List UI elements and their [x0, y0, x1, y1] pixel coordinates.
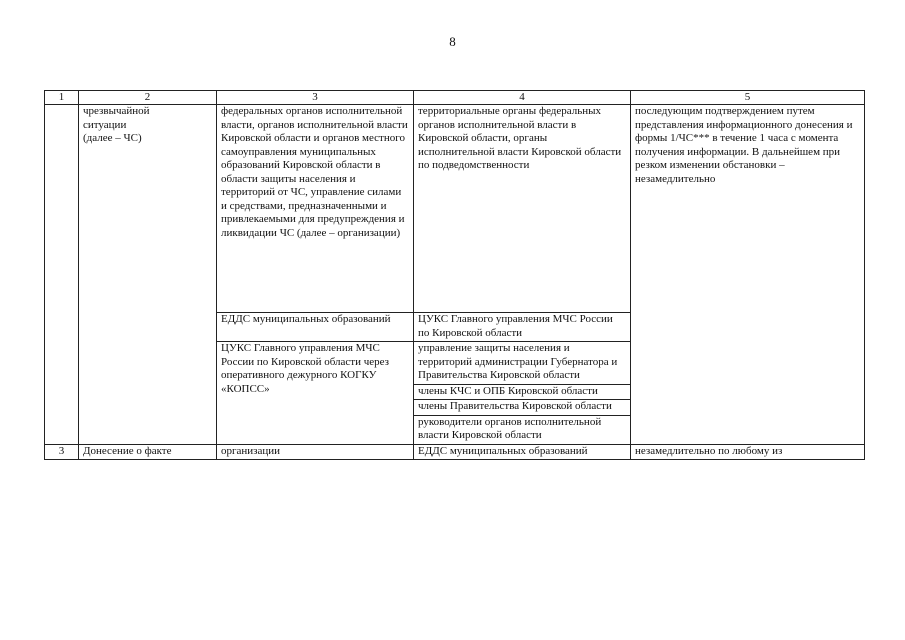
reporting-table — [44, 90, 865, 460]
table-row — [45, 444, 865, 460]
table-row — [45, 105, 865, 313]
row2-sender-edds: ЕДДС муниципальных образований — [217, 313, 414, 342]
row2-sender-organizations: федеральных органов исполнительной власти, органов исполнительной власти Кировской области и органов местного самоуправления муниципальных образований Кировской области в области защиты населения и территорий от ЧС, управление силами и средствами, предназначенными и привлекаемыми для предупреждения и ликвидации ЧС (далее – организации) — [217, 105, 414, 313]
row3-recipient-cell: ЕДДС муниципальных образований — [414, 444, 631, 460]
row2-recipient-civil-protection: управление защиты населения и территорий администрации Губернатора и Правительства Кировской области — [414, 342, 631, 385]
header-cell-5: 5 — [631, 91, 865, 105]
event-line-1: чрезвычайной — [83, 105, 150, 117]
row2-recipient-kchs-members: члены КЧС и ОПБ Кировской области — [414, 384, 631, 400]
row2-deadline-cell: последующим подтверждением путем представления информационного донесения и формы 1/ЧС*** в течение 1 часа с момента получения информации. В дальнейшем при резком изменении обстановки – незамедлительно — [631, 105, 865, 445]
row3-number-cell: 3 — [45, 444, 79, 460]
event-line-3: (далее – ЧС) — [83, 132, 142, 144]
header-cell-2: 2 — [79, 91, 217, 105]
event-line-2: ситуации — [83, 118, 127, 131]
page-number: 8 — [449, 34, 456, 49]
row2-sender-tsuks: ЦУКС Главного управления МЧС России по Кировской области через оперативного дежурного КОГКУ «КОПСС» — [217, 342, 414, 445]
row2-recipient-executive-heads: руководители органов исполнительной власти Кировской области — [414, 415, 631, 444]
row3-event-cell: Донесение о факте — [79, 444, 217, 460]
row2-number-cell — [45, 105, 79, 445]
row2-recipient-government-members: члены Правительства Кировской области — [414, 400, 631, 416]
row3-sender-cell: организации — [217, 444, 414, 460]
row2-event-cell — [79, 105, 217, 445]
row3-deadline-cell: незамедлительно по любому из — [631, 444, 865, 460]
header-cell-3: 3 — [217, 91, 414, 105]
row2-recipient-federal-organs: территориальные органы федеральных органов исполнительной власти в Кировской области, органы исполнительной власти Кировской области по подведомственности — [414, 105, 631, 313]
header-cell-4: 4 — [414, 91, 631, 105]
row2-recipient-tsuks: ЦУКС Главного управления МЧС России по Кировской области — [414, 313, 631, 342]
header-cell-1: 1 — [45, 91, 79, 105]
table-header-row — [45, 91, 865, 105]
